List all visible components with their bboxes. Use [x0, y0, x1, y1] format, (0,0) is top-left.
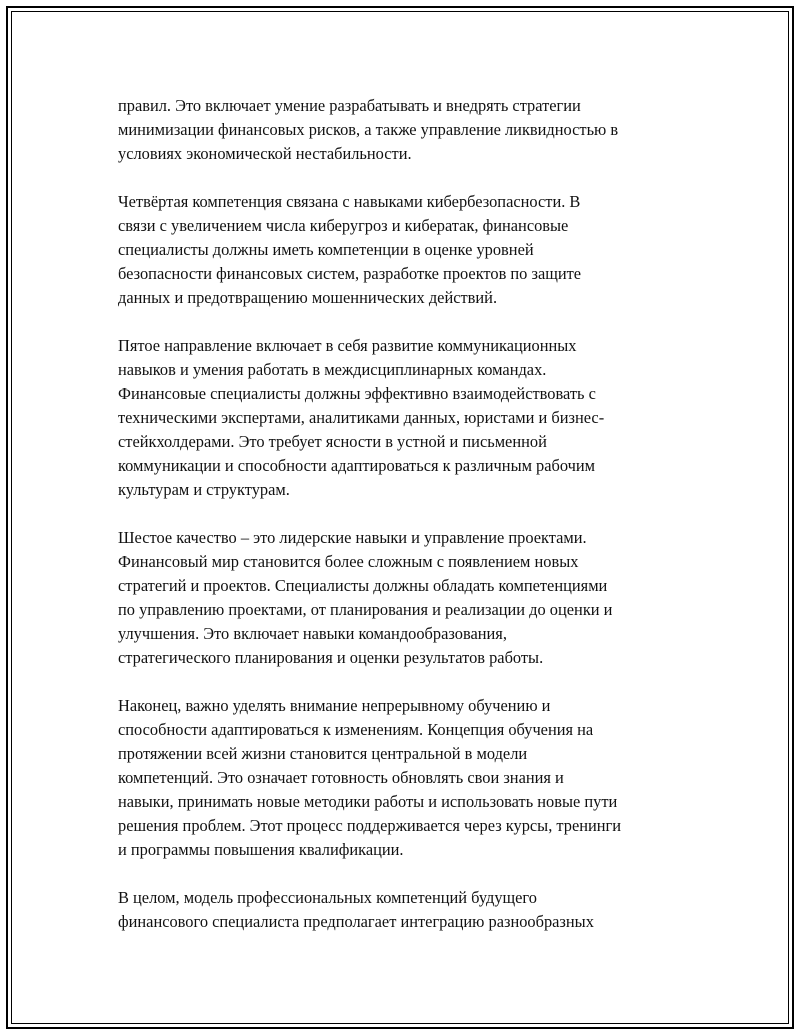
- text-line: Шестое качество – это лидерские навыки и управление проектами.: [118, 528, 587, 547]
- paragraph-1: [118, 94, 698, 166]
- text-line: решения проблем. Этот процесс поддерживается через курсы, тренинги: [118, 816, 622, 835]
- text-line: стратегического планирования и оценки результатов работы.: [118, 648, 544, 667]
- text-line: данных и предотвращению мошеннических действий.: [118, 288, 498, 307]
- text-line: финансового специалиста предполагает интеграцию разнообразных: [118, 912, 594, 931]
- text-line: правил. Это включает умение разрабатывать и внедрять стратегии: [118, 96, 581, 115]
- paragraph-2: [118, 190, 698, 310]
- text-line: безопасности финансовых систем, разработке проектов по защите: [118, 264, 582, 283]
- text-line: Финансовый мир становится более сложным с появлением новых: [118, 552, 579, 571]
- text-line: улучшения. Это включает навыки командообразования,: [118, 624, 507, 643]
- text-line: В целом, модель профессиональных компетенций будущего: [118, 888, 537, 907]
- text-line: навыки, принимать новые методики работы и использовать новые пути: [118, 792, 618, 811]
- text-line: коммуникации и способности адаптироваться к различным рабочим: [118, 456, 596, 475]
- text-line: по управлению проектами, от планирования и реализации до оценки и: [118, 600, 613, 619]
- text-line: условиях экономической нестабильности.: [118, 144, 412, 163]
- text-line: Пятое направление включает в себя развитие коммуникационных: [118, 336, 577, 355]
- text-line: компетенций. Это означает готовность обновлять свои знания и: [118, 768, 564, 787]
- text-line: навыков и умения работать в междисциплинарных командах.: [118, 360, 547, 379]
- paragraph-4: [118, 526, 698, 670]
- text-line: минимизации финансовых рисков, а также управление ликвидностью в: [118, 120, 619, 139]
- text-line: специалисты должны иметь компетенции в оценке уровней: [118, 240, 534, 259]
- text-line: Финансовые специалисты должны эффективно взаимодействовать с: [118, 384, 596, 403]
- text-line: стейкхолдерами. Это требует ясности в устной и письменной: [118, 432, 547, 451]
- text-line: способности адаптироваться к изменениям. Концепция обучения на: [118, 720, 594, 739]
- text-line: и программы повышения квалификации.: [118, 840, 404, 859]
- document-body: [118, 94, 698, 958]
- text-line: Наконец, важно уделять внимание непрерывному обучению и: [118, 696, 551, 715]
- text-line: протяжении всей жизни становится центральной в модели: [118, 744, 528, 763]
- text-line: техническими экспертами, аналитиками данных, юристами и бизнес-: [118, 408, 605, 427]
- text-line: стратегий и проектов. Специалисты должны обладать компетенциями: [118, 576, 608, 595]
- text-line: культурам и структурам.: [118, 480, 290, 499]
- text-line: Четвёртая компетенция связана с навыками кибербезопасности. В: [118, 192, 581, 211]
- paragraph-6: [118, 886, 698, 934]
- text-line: связи с увеличением числа киберугроз и кибератак, финансовые: [118, 216, 569, 235]
- paragraph-5: [118, 694, 698, 862]
- paragraph-3: [118, 334, 698, 502]
